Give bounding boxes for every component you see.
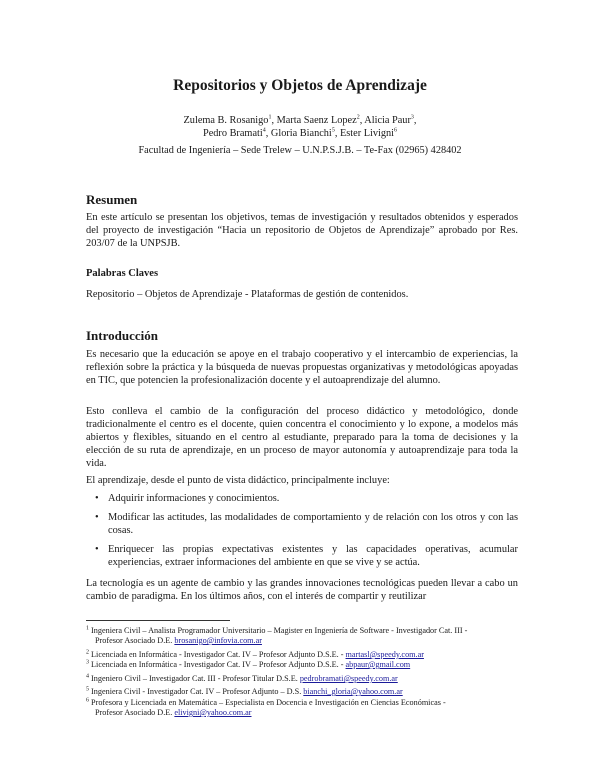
- list-item: • Adquirir informaciones y conocimientos.: [95, 493, 280, 504]
- abstract-text: En este artículo se presentan los objetivos, temas de investigación y resultados obtenidos y esperados del proyecto de investigación “Hacia un repositorio de Objetos de Aprendizaje” aprobado por Res. 203/07 de la UNPSJB.: [86, 212, 518, 249]
- author-name: Alicia Paur: [364, 115, 411, 126]
- footnote-marker: 6: [394, 127, 398, 134]
- author-name: Marta Saenz Lopez: [276, 115, 357, 126]
- email-link[interactable]: elivigni@yahoo.com.ar: [174, 708, 252, 717]
- author-list: Zulema B. Rosanigo$^1$, Marta Saenz Lopez$^2$, Alicia Paur$^3$, Pedro Bramati$^4$, Gloria Bianchi$^5$, Ester Livigni$^6$: [183, 114, 417, 139]
- author-name: Ester Livigni: [339, 128, 395, 139]
- footnote-marker: 3: [410, 114, 414, 121]
- affiliation: Facultad de Ingeniería – Sede Trelew – U.N.P.S.J.B. – Te-Fax (02965) 428402: [138, 145, 462, 156]
- footnote: $^3$ Licenciada en Informática - Investigador Cat. IV – Profesor Adjunto D.S.E. - abpaur@gmail.com: [86, 659, 411, 669]
- author-name: Pedro Bramati: [202, 128, 263, 139]
- list-item: • Modificar las actitudes, las modalidades de comportamiento y de relación con los otros y con las cosas.: [95, 512, 518, 536]
- keywords-text: Repositorio – Objetos de Aprendizaje - Plataformas de gestión de contenidos.: [86, 289, 409, 300]
- footnote-marker: 4: [262, 127, 266, 134]
- bullet-icon: •: [95, 544, 99, 555]
- intro-paragraph: La tecnología es un agente de cambio y las grandes innovaciones tecnológicas pueden llevar a cabo un cambio de paradigma. En los últimos años, con el interés de compartir y reutilizar: [86, 578, 518, 602]
- footnote: $^6$ Profesora y Licenciada en Matemática – Especialista en Docencia e Investigación en Ciencias Económicas - Profesor Asociado D.E. elivigni@yahoo.com.ar: [86, 697, 446, 717]
- footnote-divider: [86, 620, 230, 621]
- list-item: • Enriquecer las propias expectativas existentes y las capacidades operativas, acumular experiencias, extraer informaciones del ambiente en que se vive y se actúa.: [95, 544, 518, 568]
- footnote-marker: 1: [268, 114, 272, 121]
- email-link[interactable]: pedrobramati@speedy.com.ar: [299, 674, 398, 683]
- footnote: $^2$ Licenciada en Informática - Investigador Cat. IV – Profesor Adjunto D.S.E. - martasl@speedy.com.ar: [86, 649, 424, 659]
- section-heading-resumen: Resumen: [86, 192, 138, 207]
- paper-title: Repositorios y Objetos de Aprendizaje: [173, 77, 427, 94]
- footnote: $^5$ Ingeniera Civil - Investigador Cat. IV – Profesor Adjunto – D.S. bianchi_gloria@yahoo.com.ar: [86, 686, 403, 696]
- email-link[interactable]: brosanigo@infovia.com.ar: [174, 636, 262, 645]
- section-heading-keywords: Palabras Claves: [86, 268, 159, 279]
- footnote-marker: 5: [331, 127, 335, 134]
- bullet-icon: •: [95, 493, 99, 504]
- author-name: Gloria Bianchi: [270, 128, 332, 139]
- email-link[interactable]: bianchi_gloria@yahoo.com.ar: [303, 687, 403, 696]
- email-link[interactable]: martasl@speedy.com.ar: [345, 650, 424, 659]
- footnote: $^1$ Ingeniera Civil – Analista Programador Universitario – Magister en Ingeniería de Software - Investigador Cat. III - Profesor Asociado D.E. brosanigo@infovia.com.ar: [86, 625, 468, 645]
- bullet-list: [86, 492, 518, 569]
- email-link[interactable]: abpaur@gmail.com: [345, 660, 411, 669]
- intro-paragraph: Esto conlleva el cambio de la configuración del proceso didáctico y metodológico, donde tradicionalmente el centro es el docente, quien concentra el conocimiento y lo expone, a modelos más abiertos y flexibles, situando en el centro al estudiante, preparado para la toma de decisiones y la elección de su ruta de aprendizaje, en un proceso de mayor autonomía y autoaprendizaje para toda la vida.: [86, 406, 518, 469]
- intro-paragraph: Es necesario que la educación se apoye en el trabajo cooperativo y el intercambio de experiencias, la reflexión sobre la práctica y la búsqueda de nuevas propuestas organizativas y metodológicas apoyadas en TIC, que potencien la profesionalización docente y el autoaprendizaje del alumno.: [86, 349, 518, 386]
- intro-paragraph: El aprendizaje, desde el punto de vista didáctico, principalmente incluye:: [86, 475, 390, 486]
- author-name: Zulema B. Rosanigo: [183, 115, 269, 126]
- section-heading-introduccion: Introducción: [86, 328, 158, 343]
- footnote: $^4$ Ingeniero Civil – Investigador Cat. III - Profesor Titular D.S.E. pedrobramati@speedy.com.ar: [86, 673, 398, 683]
- bullet-icon: •: [95, 512, 99, 523]
- footnote-marker: 2: [356, 114, 360, 121]
